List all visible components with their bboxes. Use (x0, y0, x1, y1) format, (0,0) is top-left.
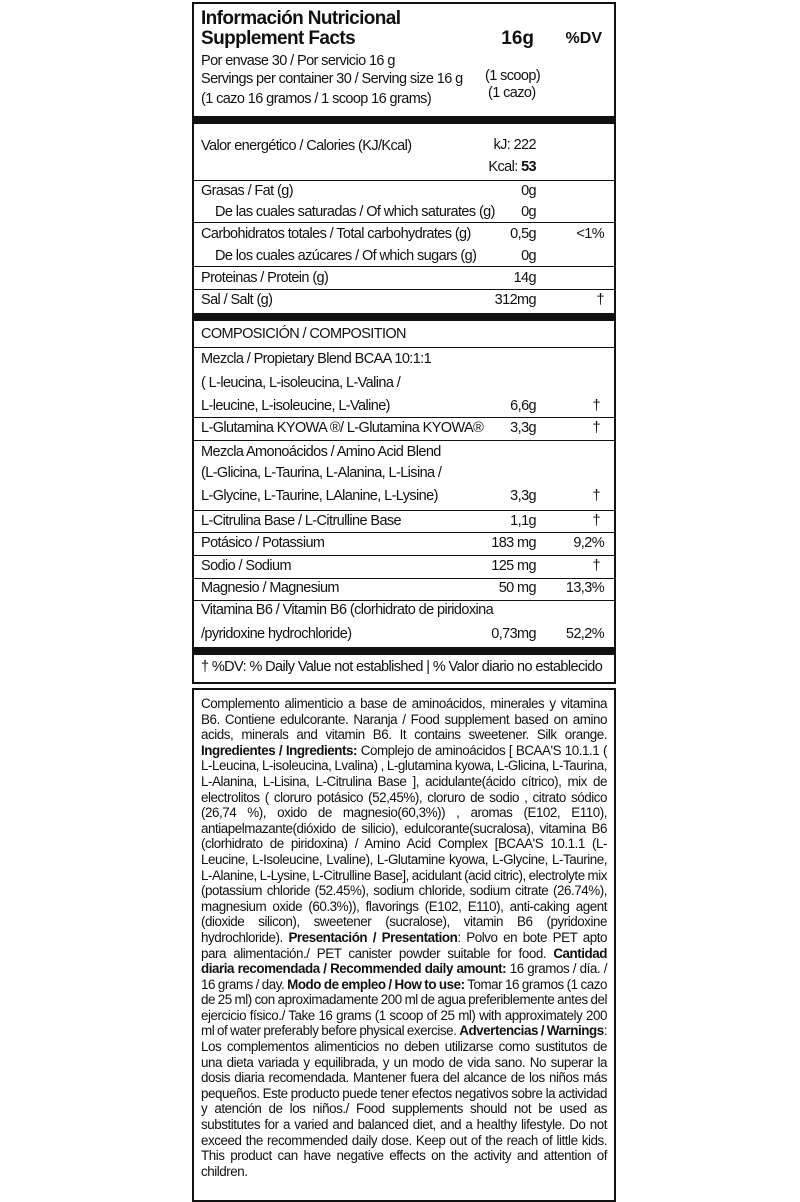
saturates-label: De las cuales saturadas / Of which saturates (g) (215, 204, 495, 220)
amino-line-2: (L-Glicina, L-Taurina, L-Alanina, L-Lisina / (201, 465, 442, 481)
intro-text: Complemento alimenticio a base de aminoácidos, minerales y vitamina B6. Contiene edulcorante. Naranja / Food supplement based on amino acids, minerals and vitamin B6. It contains sweetener. Silk orange. (201, 696, 607, 743)
presentation-text: : Polvo en bote PET apto para alimentación./ PET canister powder suitable for food. (201, 929, 608, 961)
glutamine-label: L-Glutamina KYOWA ®/ L-Glutamina KYOWA® (201, 420, 484, 436)
carbs-dv: <1% (576, 226, 604, 242)
energy-kcal (488, 159, 536, 175)
potassium-dv: 9,2% (573, 535, 604, 551)
facts-title-en: Supplement Facts (201, 28, 356, 49)
presentation-label: Presentación / Presentation (288, 929, 458, 945)
warnings-label: Advertencias / Warnings (459, 1023, 604, 1039)
ingredients-label: Ingredientes / Ingredients: (201, 742, 358, 758)
bcaa-line-2: ( L-leucina, L-isoleucina, L-Valina / (201, 375, 401, 391)
dose-text: 16 gramos / día. / 16 grams / day. (201, 961, 607, 992)
scoop-en: (1 scoop) (485, 68, 541, 84)
salt-label: Sal / Salt (g) (201, 292, 273, 308)
saturates-value: 0g (521, 204, 536, 220)
energy-kj: kJ: 222 (493, 137, 536, 153)
amino-line-1: Mezcla Amonoácidos / Amino Acid Blend (201, 444, 441, 460)
energy-label: Valor energético / Calories (KJ/Kcal) (201, 138, 412, 154)
b6-value: 0,73mg (491, 626, 536, 642)
b6-line-1: Vitamina B6 / Vitamin B6 (clorhidrato de piridoxina (201, 602, 494, 618)
protein-divider (194, 289, 614, 290)
scoop-size-line: (1 cazo 16 gramos / 1 scoop 16 grams) (201, 91, 432, 107)
citrulline-value: 1,1g (510, 513, 536, 529)
amino-divider (194, 510, 614, 511)
potassium-label: Potásico / Potassium (201, 535, 325, 551)
serving-column-header: 16g (501, 28, 534, 49)
composition-rule (194, 313, 614, 321)
dv-footnote: † %DV: % Daily Value not established | % Valor diario no establecido (201, 659, 603, 675)
b6-line-2: /pyridoxine hydrochloride) (201, 626, 352, 642)
amino-value: 3,3g (510, 488, 536, 504)
composition-divider (194, 347, 614, 348)
magnesium-value: 50 mg (498, 580, 536, 596)
ingredients-text: Complejo de aminoácidos [ BCAA'S 10.1.1 ( L-Leucina, L-isoleucina, Lvalina) , L-glutamina kyowa, L-Glicina, L-Taurina, L-Alanina, L-Lisina, L-Citrulina Base ], acidulante(ácido cítrico), mix de electrolitos ( cloruro potásico (52,45%), cloruro de sodio , citrato sódico (26,74 %), oxido de magnesio(60,3%)) , aromas (E102, E110), antiapelmazante(dióxido de silicio), edulcorante(sucralosa), vitamina B6 (clorhidrato de piridoxina) / Amino Acid Complex [BCAA'S 10.1.1 (L-Leucine, L-Isoleucine, Lvaline), L-Glutamine kyowa, L-Glycine, L-Taurine, L-Alanine, L-Lysine, L-Citrulline Base], acidulant (acid citric), electrolyte mix (potassium chloride (52.45%), sodium chloride, sodium citrate (26.74%), magnesium oxide (60.3%)), flavorings (E102, E110), anti-caking agent (dioxide silicon), sweetener (sucralose), vitamin B6 (pyridoxine hydrochloride). (201, 742, 607, 945)
b6-dv: 52,2% (565, 626, 604, 642)
sodium-dv: † (592, 558, 600, 574)
protein-value: 14g (513, 270, 536, 286)
fat-divider (194, 222, 614, 223)
sodium-value: 125 mg (491, 558, 536, 574)
citrulline-divider (194, 532, 614, 533)
facts-title-es: Información Nutricional (201, 8, 401, 29)
dose-label: Cantidad diaria recomendada / Recommended daily amount: (201, 945, 607, 977)
bcaa-dv: † (592, 398, 600, 414)
glutamine-dv: † (592, 420, 600, 436)
citrulline-dv: † (592, 513, 600, 529)
description-text (201, 696, 607, 1179)
carbs-divider (194, 266, 614, 267)
citrulline-label: L-Citrulina Base / L-Citrulline Base (201, 513, 402, 529)
product-description-panel (192, 688, 616, 1202)
dv-column-header: %DV (565, 30, 602, 47)
bcaa-line-3: L-leucine, L-isoleucine, L-Valine) (201, 398, 390, 414)
magnesium-divider (194, 600, 614, 601)
potassium-divider (194, 555, 614, 556)
carbs-label: Carbohidratos totales / Total carbohydrates (g) (201, 226, 471, 242)
bcaa-line-1: Mezcla / Propietary Blend BCAA 10:1:1 (201, 351, 432, 367)
glutamine-divider (194, 440, 614, 441)
fat-label: Grasas / Fat (g) (201, 183, 293, 199)
sugars-label: De los cuales azúcares / Of which sugars (g) (215, 248, 477, 264)
bcaa-value: 6,6g (510, 398, 536, 414)
sodium-label: Sodio / Sodium (201, 558, 291, 574)
carbs-value: 0,5g (510, 226, 536, 242)
supplement-facts-panel (192, 2, 616, 684)
fat-value: 0g (521, 183, 536, 199)
sodium-divider (194, 578, 614, 579)
sugars-value: 0g (521, 248, 536, 264)
salt-dv: † (596, 292, 604, 308)
warnings-text: : Los complementos alimenticios no deben utilizarse como sustitutos de una dieta variada y equilibrada, y un modo de vida sano. No superar la dosis diaria recomendada. Mantener fuera del alcance de los niños más pequeños. Este producto puede tener efectos negativos sobre la actividad y atención de los niños./ Food supplements should not be used as substitutes for a varied and balanced diet, and a healthy lifestyle. Do not exceed the recommended daily dose. Keep out of the reach of little kids. This product can have negative effects on the activity and attention of children. (201, 1023, 607, 1179)
magnesium-label: Magnesio / Magnesium (201, 580, 339, 596)
header-rule (194, 116, 614, 124)
energy-divider (194, 180, 614, 181)
glutamine-value: 3,3g (510, 420, 536, 436)
kcal-label: Kcal: (488, 159, 522, 175)
amino-dv: † (592, 488, 600, 504)
footnote-rule (194, 647, 614, 655)
amino-line-3: L-Glycine, L-Taurine, LAlanine, L-Lysine) (201, 488, 438, 504)
salt-value: 312mg (494, 292, 536, 308)
potassium-value: 183 mg (491, 535, 536, 551)
servings-line-es: Por envase 30 / Por servicio 16 g (201, 53, 395, 69)
scoop-es: (1 cazo) (488, 85, 536, 101)
magnesium-dv: 13,3% (565, 580, 604, 596)
protein-label: Proteinas / Protein (g) (201, 270, 329, 286)
bcaa-divider (194, 417, 614, 418)
usage-text: Tomar 16 gramos (1 cazo de 25 ml) con aproximadamente 200 ml de agua preferiblemente antes del ejercicio físico./ Take 16 grams (1 scoop of 25 ml) with approximately 200 ml of water preferably before physical exercise. (201, 976, 607, 1039)
servings-line-en: Servings per container 30 / Serving size 16 g (201, 71, 463, 87)
usage-label: Modo de empleo / How to use: (287, 976, 465, 992)
composition-heading: COMPOSICIÓN / COMPOSITION (201, 326, 406, 342)
kcal-value: 53 (521, 159, 536, 175)
